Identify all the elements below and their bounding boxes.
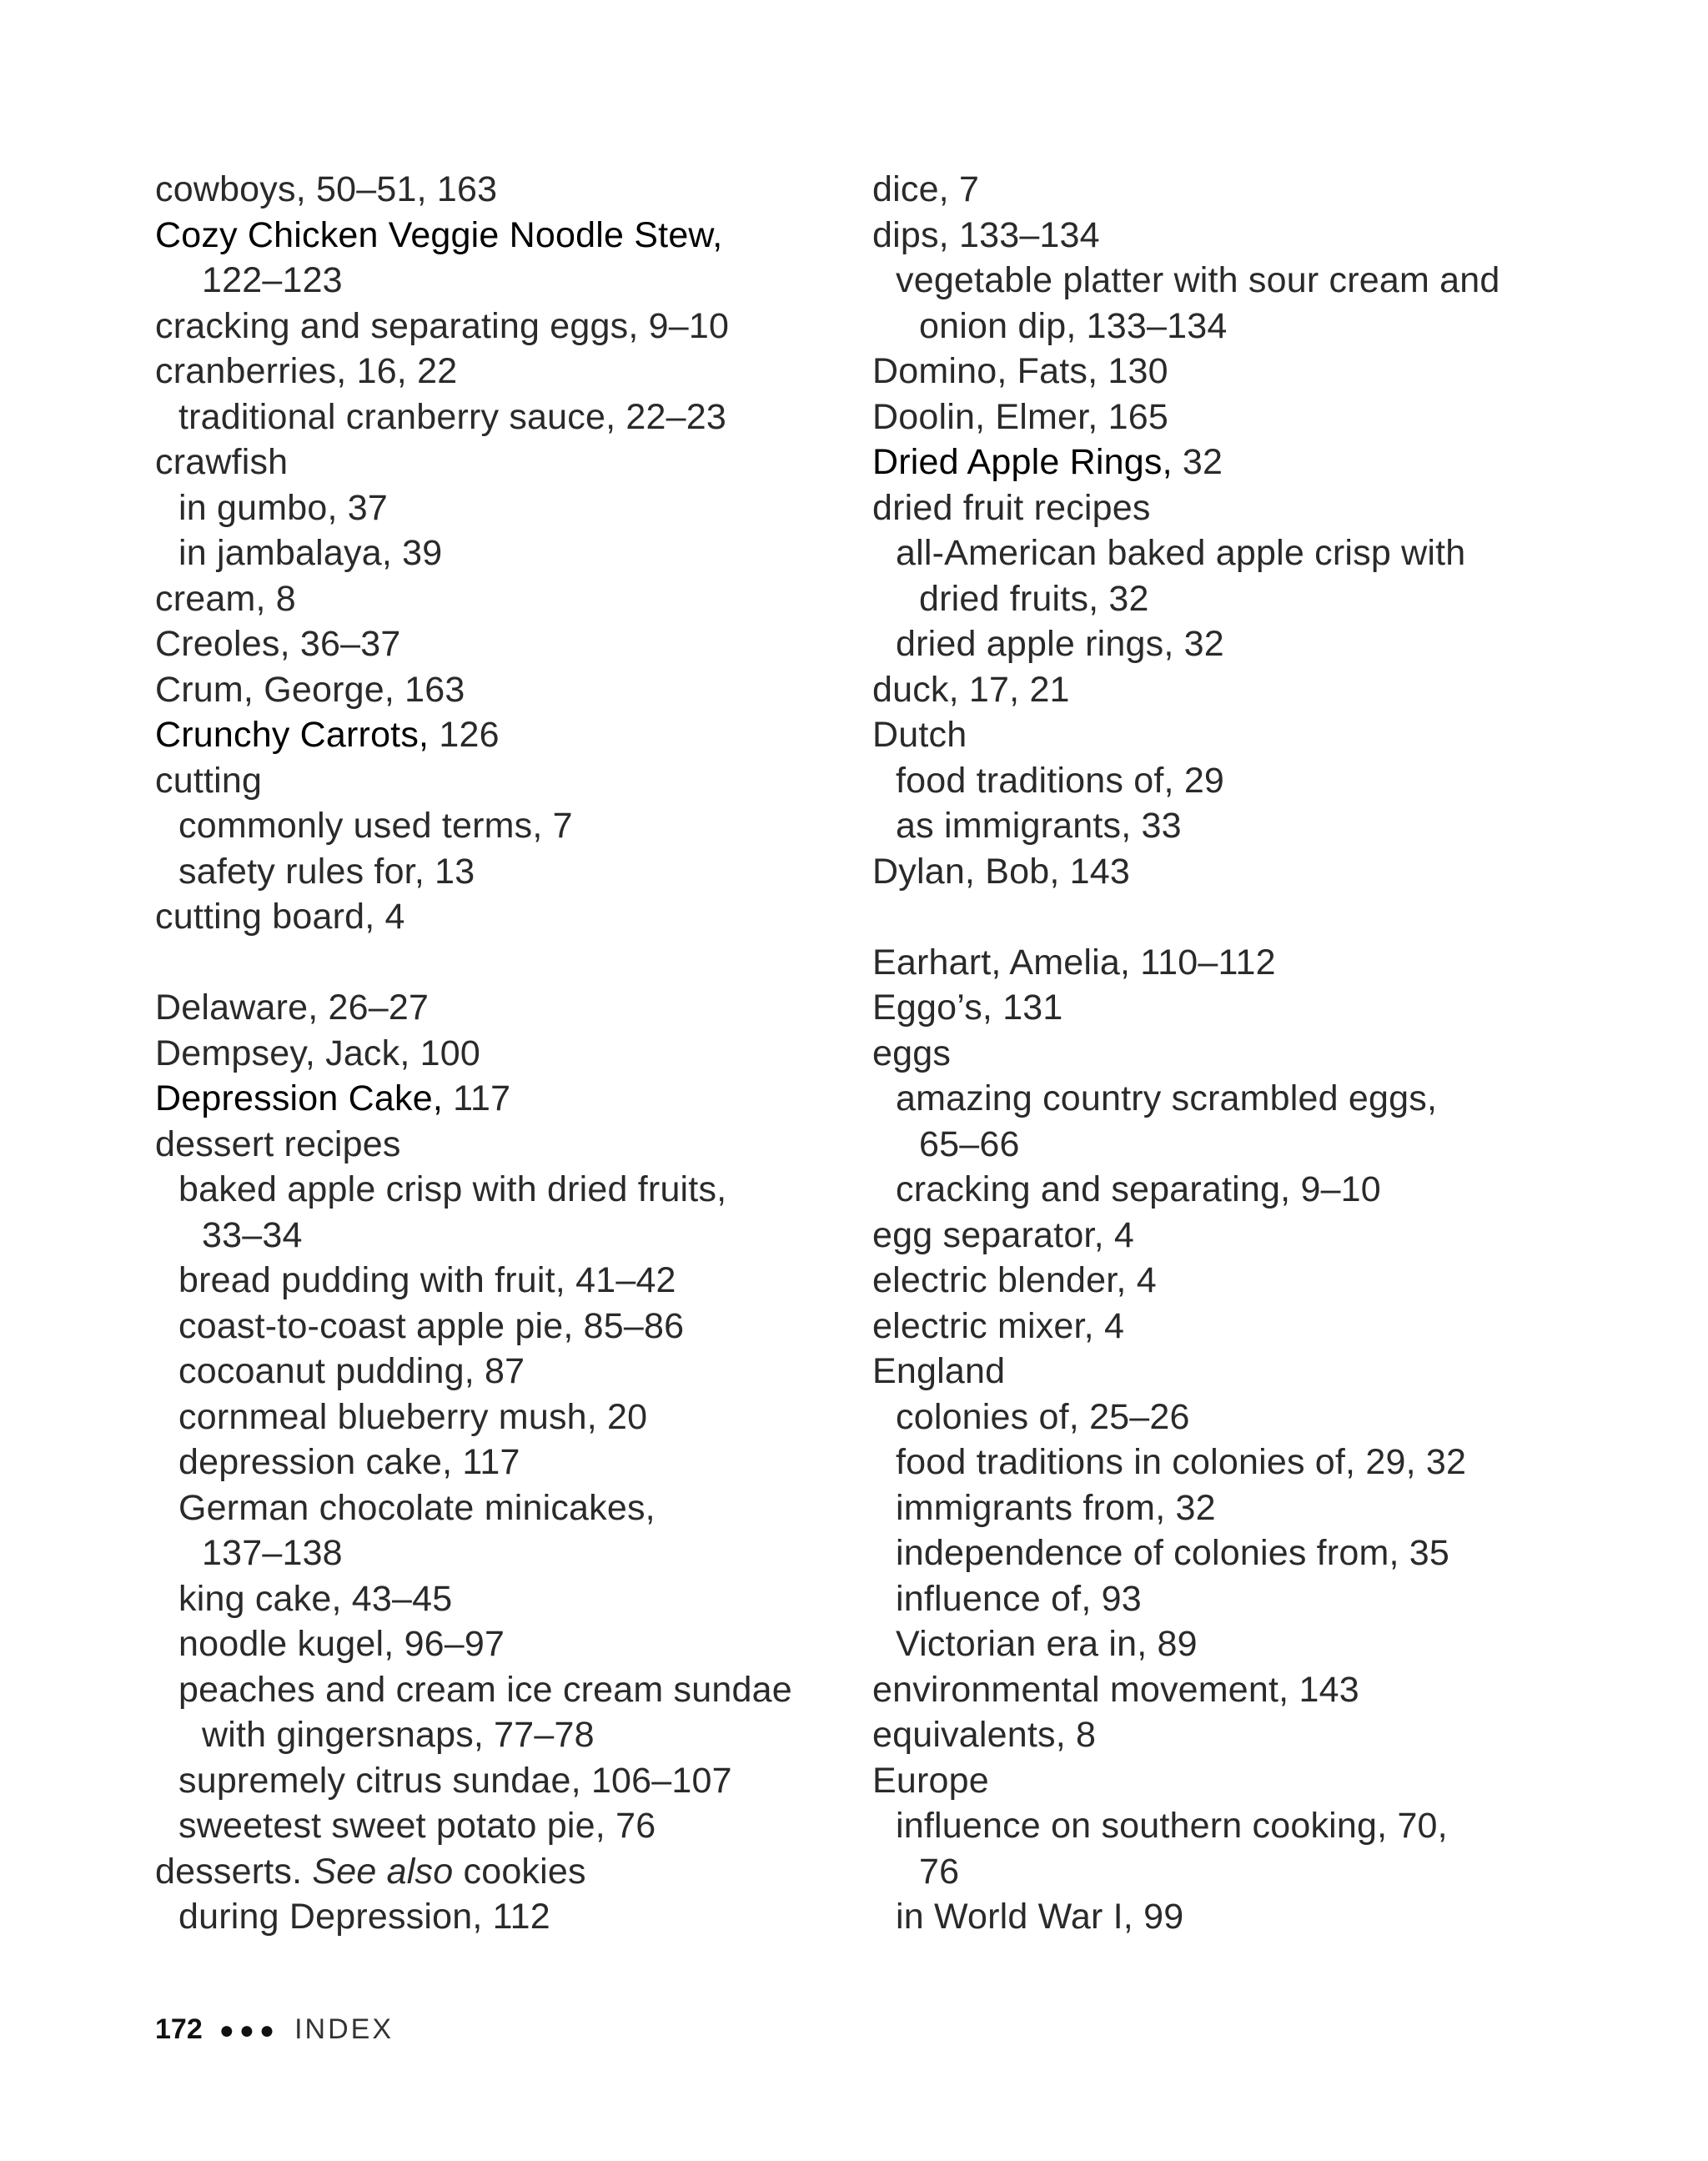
index-subentry (155, 1712, 839, 1758)
entry-text: 126 (429, 715, 500, 755)
index-entry (872, 712, 1556, 758)
index-subentry (155, 1304, 839, 1349)
entry-text: desserts. (155, 1851, 313, 1892)
entry-text: cutting board, 4 (155, 897, 405, 937)
index-subentry (872, 1485, 1556, 1531)
index-entry (872, 213, 1556, 259)
index-entry (155, 167, 839, 213)
footer-dots: ●●● (219, 2017, 280, 2044)
index-entry (155, 758, 839, 804)
entry-text: immigrants from, 32 (896, 1487, 1216, 1528)
entry-text: Creoles, 36–37 (155, 624, 401, 664)
entry-text: independence of colonies from, 35 (896, 1533, 1449, 1573)
entry-text: cornmeal blueberry mush, 20 (178, 1396, 648, 1437)
index-subentry (155, 1667, 839, 1713)
index-subentry (872, 1395, 1556, 1440)
index-entry (872, 485, 1556, 531)
section-label: INDEX (294, 2013, 394, 2045)
index-entry (872, 849, 1556, 895)
entry-text: 33–34 (202, 1214, 303, 1255)
index-entry (155, 621, 839, 667)
entry-text: food traditions of, 29 (896, 760, 1225, 801)
entry-text: Dylan, Bob, 143 (872, 851, 1130, 892)
index-subentry (872, 304, 1556, 349)
entry-text: electric blender, 4 (872, 1260, 1157, 1300)
entry-text: dips, 133–134 (872, 214, 1100, 255)
entry-text: dried apple rings, 32 (896, 624, 1224, 664)
entry-text: amazing country scrambled eggs, (896, 1078, 1438, 1118)
entry-text: Europe (872, 1760, 989, 1801)
index-entry (872, 395, 1556, 440)
index-entry (872, 1758, 1556, 1804)
entry-text: cream, 8 (155, 578, 296, 619)
index-entry (155, 667, 839, 713)
index-entry (155, 440, 839, 485)
index-entry (155, 985, 839, 1031)
index-entry (872, 667, 1556, 713)
index-subentry (155, 1440, 839, 1485)
entry-text: cowboys, 50–51, 163 (155, 169, 498, 209)
entry-text: Doolin, Elmer, 165 (872, 396, 1168, 437)
index-entry (872, 1304, 1556, 1349)
entry-text: with gingersnaps, 77–78 (202, 1715, 595, 1755)
entry-text: vegetable platter with sour cream and (896, 260, 1500, 300)
index-subentry (155, 1349, 839, 1395)
index-subentry (155, 1894, 839, 1940)
entry-text: cracking and separating eggs, 9–10 (155, 305, 730, 346)
entry-text: 65–66 (919, 1123, 1020, 1164)
index-subentry (872, 1803, 1556, 1849)
entry-text: cranberries, 16, 22 (155, 351, 458, 391)
recipe-title: Cozy Chicken Veggie Noodle Stew, (155, 214, 723, 255)
entry-text: eggs (872, 1033, 952, 1073)
entry-text: cocoanut pudding, 87 (178, 1351, 525, 1391)
entry-text: traditional cranberry sauce, 22–23 (178, 396, 726, 437)
index-entry (872, 940, 1556, 986)
index-subentry (872, 1440, 1556, 1485)
index-entry (872, 1213, 1556, 1259)
entry-text: commonly used terms, 7 (178, 806, 573, 846)
index-subentry (155, 1758, 839, 1804)
entry-text: baked apple crisp with dried fruits, (178, 1169, 727, 1209)
index-subentry (155, 1167, 839, 1213)
index-subentry (155, 1485, 839, 1531)
entry-text: Eggo’s, 131 (872, 988, 1063, 1028)
entry-text: electric mixer, 4 (872, 1305, 1125, 1346)
index-subentry (155, 1621, 839, 1667)
index-subentry (155, 530, 839, 576)
index-entry (872, 440, 1556, 485)
entry-text: England (872, 1351, 1006, 1391)
index-subentry (872, 758, 1556, 804)
entry-text: coast-to-coast apple pie, 85–86 (178, 1305, 685, 1346)
entry-text: during Depression, 112 (178, 1897, 550, 1937)
entry-text: 76 (919, 1851, 960, 1892)
recipe-title: Depression Cake, (155, 1078, 443, 1118)
index-subentry (872, 1530, 1556, 1576)
entry-text: colonies of, 25–26 (896, 1396, 1190, 1437)
index-subentry (872, 1576, 1556, 1622)
index-entry (155, 576, 839, 622)
index-subentry (155, 1803, 839, 1849)
entry-text: dice, 7 (872, 169, 980, 209)
entry-text: cutting (155, 760, 263, 801)
entry-text: depression cake, 117 (178, 1442, 520, 1482)
index-subentry (155, 803, 839, 849)
entry-text: bread pudding with fruit, 41–42 (178, 1260, 676, 1300)
index-column-right (872, 167, 1556, 1940)
entry-text: 117 (442, 1078, 511, 1118)
index-subentry (155, 258, 839, 304)
entry-text: 32 (1172, 442, 1223, 482)
entry-text: Crum, George, 163 (155, 669, 465, 710)
page-footer (155, 2010, 394, 2050)
entry-text: 137–138 (202, 1533, 343, 1573)
index-column-left (155, 167, 839, 1940)
index-subentry (155, 395, 839, 440)
index-entry (155, 1076, 839, 1122)
entry-text: safety rules for, 13 (178, 851, 475, 892)
letter-gap (872, 894, 1556, 940)
recipe-title: Crunchy Carrots, (155, 715, 430, 755)
entry-text: Dutch (872, 715, 967, 755)
entry-text: dessert recipes (155, 1123, 401, 1164)
index-subentry (155, 1213, 839, 1259)
index-subentry (872, 1076, 1556, 1122)
index-entry (155, 712, 839, 758)
page-number: 172 (155, 2013, 203, 2045)
entry-text: in World War I, 99 (896, 1897, 1184, 1937)
see-also-label: See also (312, 1851, 454, 1892)
index-entry (872, 167, 1556, 213)
entry-text: environmental movement, 143 (872, 1669, 1359, 1710)
entry-text: all-American baked apple crisp with (896, 533, 1466, 573)
entry-text: crawfish (155, 442, 289, 482)
index-subentry (155, 485, 839, 531)
entry-text: German chocolate minicakes, (178, 1487, 656, 1528)
entry-text: equivalents, 8 (872, 1715, 1097, 1755)
index-subentry (872, 530, 1556, 576)
entry-text: influence on southern cooking, 70, (896, 1806, 1448, 1846)
entry-text: Delaware, 26–27 (155, 988, 430, 1028)
entry-text: king cake, 43–45 (178, 1578, 453, 1619)
index-entry (155, 1849, 839, 1895)
entry-text: dried fruit recipes (872, 487, 1151, 528)
letter-gap (155, 940, 839, 986)
entry-text: as immigrants, 33 (896, 806, 1182, 846)
entry-text: food traditions in colonies of, 29, 32 (896, 1442, 1467, 1482)
index-entry (872, 349, 1556, 395)
index-subentry (872, 1849, 1556, 1895)
entry-text: Domino, Fats, 130 (872, 351, 1168, 391)
index-entry (155, 304, 839, 349)
index-entry (872, 1667, 1556, 1713)
index-entry (155, 894, 839, 940)
entry-text: Dempsey, Jack, 100 (155, 1033, 480, 1073)
entry-text: sweetest sweet potato pie, 76 (178, 1806, 656, 1846)
index-entry (872, 1031, 1556, 1077)
index-subentry (872, 803, 1556, 849)
index-subentry (155, 1258, 839, 1304)
index-entry (155, 1122, 839, 1168)
index-subentry (872, 1894, 1556, 1940)
entry-text: noodle kugel, 96–97 (178, 1624, 505, 1664)
index-entry (872, 1712, 1556, 1758)
entry-text: Earhart, Amelia, 110–112 (872, 942, 1276, 983)
entry-text: supremely citrus sundae, 106–107 (178, 1760, 732, 1801)
entry-text: in gumbo, 37 (178, 487, 389, 528)
entry-text: cookies (453, 1851, 586, 1892)
index-entry (155, 349, 839, 395)
entry-text: peaches and cream ice cream sundae (178, 1669, 792, 1710)
index-subentry (155, 849, 839, 895)
index-subentry (155, 1395, 839, 1440)
index-entry (872, 1258, 1556, 1304)
recipe-title: Dried Apple Rings, (872, 442, 1173, 482)
index-subentry (155, 1530, 839, 1576)
index-entry (155, 1031, 839, 1077)
entry-text: egg separator, 4 (872, 1214, 1134, 1255)
entry-text: influence of, 93 (896, 1578, 1142, 1619)
index-subentry (155, 1576, 839, 1622)
index-entry (872, 985, 1556, 1031)
index-entry (872, 1349, 1556, 1395)
index-subentry (872, 1122, 1556, 1168)
entry-text: 122–123 (202, 260, 343, 300)
entry-text: duck, 17, 21 (872, 669, 1070, 710)
index-subentry (872, 1621, 1556, 1667)
entry-text: Victorian era in, 89 (896, 1624, 1198, 1664)
entry-text: dried fruits, 32 (919, 578, 1149, 619)
index-subentry (872, 258, 1556, 304)
entry-text: in jambalaya, 39 (178, 533, 443, 573)
index-subentry (872, 621, 1556, 667)
index-subentry (872, 1167, 1556, 1213)
entry-text: cracking and separating, 9–10 (896, 1169, 1381, 1209)
index-entry (155, 213, 839, 259)
entry-text: onion dip, 133–134 (919, 305, 1228, 346)
index-subentry (872, 576, 1556, 622)
